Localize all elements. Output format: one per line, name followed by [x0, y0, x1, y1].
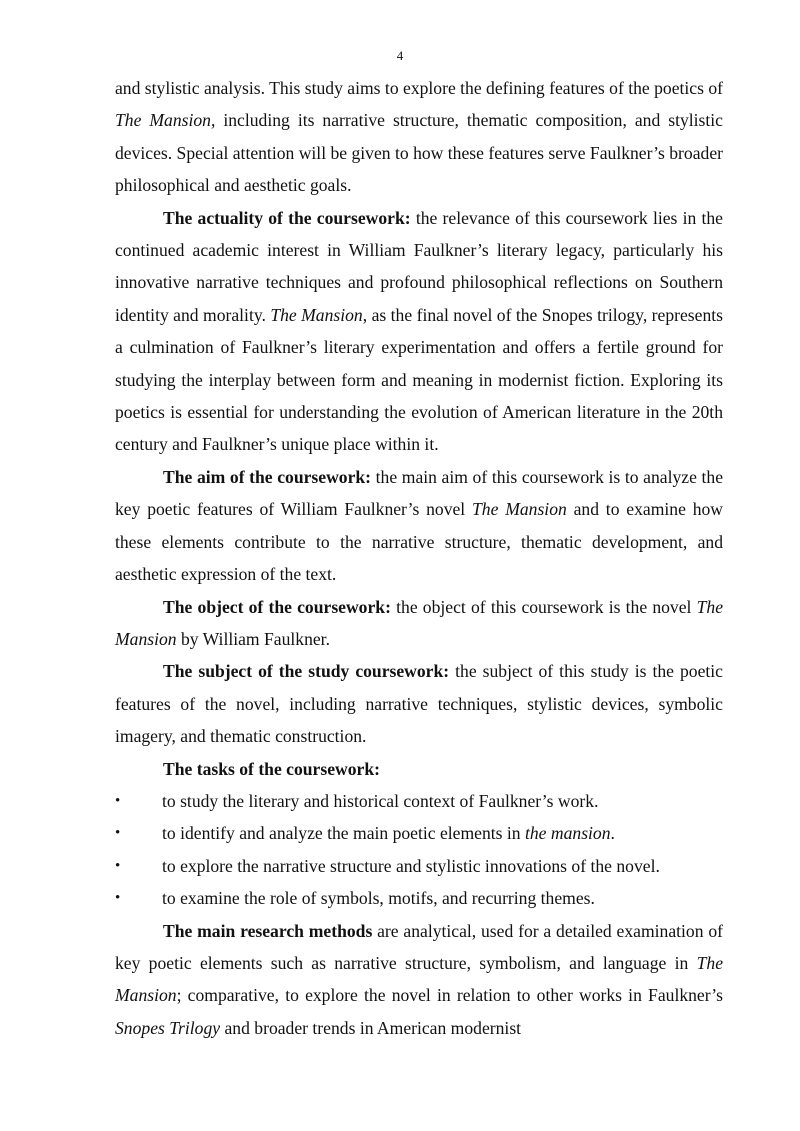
page-body	[115, 72, 723, 1044]
actuality-title-italic: The Mansion	[270, 304, 363, 325]
bullet-icon: •	[115, 890, 121, 907]
actuality-paragraph	[115, 202, 723, 461]
object-title-italic: The Mansion	[115, 596, 723, 649]
bullet-icon: •	[115, 825, 121, 842]
bullet-icon: •	[115, 792, 121, 809]
intro-paragraph	[115, 72, 723, 202]
list-item	[115, 817, 723, 849]
actuality-heading: The actuality of the coursework:	[163, 207, 411, 228]
task-text: to examine the role of symbols, motifs, and recurring themes.	[162, 888, 595, 909]
methods-text-3: and broader trends in American modernist	[220, 1017, 522, 1038]
actuality-text-1: the relevance of this coursework lies in the continued academic interest in William Faulkner’s literary legacy, particularly his innovative narrative techniques and profound philosophical reflections on Southern identity and morality.	[115, 207, 723, 325]
task-text: to identify and analyze the main poetic elements in	[162, 823, 525, 844]
actuality-text-2: , as the final novel of the Snopes trilogy, represents a culmination of Faulkner’s literary experimentation and offers a fertile ground for studying the interplay between form and meaning in modernist fiction. Exploring its poetics is essential for understanding the evolution of American literature in the 20th century and Faulkner’s unique place within it.	[115, 304, 723, 455]
intro-text-1: and stylistic analysis. This study aims to explore the defining features of the poetics of	[115, 78, 723, 98]
subject-heading: The subject of the study coursework:	[163, 661, 450, 682]
task-text-end: .	[610, 823, 615, 844]
object-text-2: by William Faulkner.	[176, 628, 330, 649]
intro-text-2: , including its narrative structure, thematic composition, and stylistic devices. Special attention will be given to how these features serve Faulkner’s broader philosophical and aesthetic goals.	[115, 110, 723, 196]
object-text-1: the object of this coursework is the novel	[390, 596, 697, 617]
aim-paragraph	[115, 461, 723, 591]
page-number: 4	[396, 48, 404, 63]
task-italic: the mansion	[525, 823, 611, 844]
methods-trilogy-italic: Snopes Trilogy	[115, 1017, 221, 1038]
methods-text-1: are analytical, used for a detailed examination of key poetic elements such as narrative structure, symbolism, and language in	[115, 920, 723, 973]
bullet-icon: •	[115, 857, 121, 874]
methods-text-2: ; comparative, to explore the novel in relation to other works in Faulkner’s	[176, 985, 723, 1006]
methods-paragraph	[115, 915, 723, 1045]
list-item	[115, 882, 723, 914]
tasks-list	[115, 785, 723, 915]
task-text: to study the literary and historical context of Faulkner’s work.	[162, 790, 599, 811]
tasks-heading: The tasks of the coursework:	[163, 758, 380, 779]
list-item	[115, 850, 723, 882]
aim-title-italic: The Mansion	[472, 499, 567, 520]
subject-text: the subject of this study is the poetic features of the novel, including narrative techniques, stylistic devices, symbolic imagery, and thematic construction.	[115, 661, 723, 747]
list-item	[115, 785, 723, 817]
object-heading: The object of the coursework:	[163, 596, 391, 617]
tasks-heading-paragraph	[115, 753, 723, 785]
aim-heading: The aim of the coursework:	[163, 466, 372, 487]
task-text: to explore the narrative structure and stylistic innovations of the novel.	[162, 855, 660, 876]
subject-paragraph	[115, 655, 723, 752]
aim-text-1: the main aim of this coursework is to analyze the key poetic features of William Faulkner’s novel	[115, 466, 724, 520]
methods-heading: The main research methods	[163, 920, 373, 941]
object-paragraph	[115, 591, 723, 656]
methods-title-italic: The Mansion	[115, 952, 723, 1006]
intro-title-italic: The Mansion	[115, 110, 211, 131]
aim-text-2: and to examine how these elements contribute to the narrative structure, thematic development, and aesthetic expression of the text.	[115, 499, 723, 585]
